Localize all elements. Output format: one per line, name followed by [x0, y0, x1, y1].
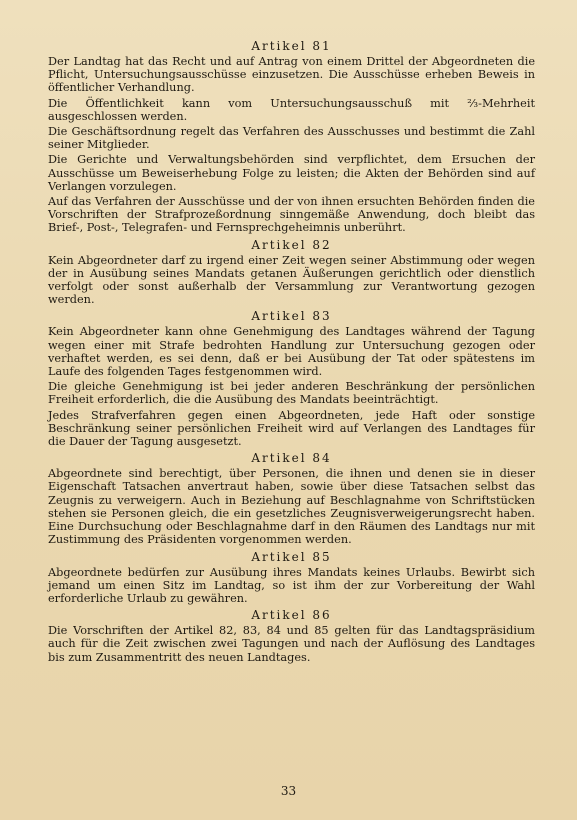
article-heading: Artikel 81: [251, 39, 332, 53]
paragraph: Der Landtag hat das Recht und auf Antrag von einem Drittel der Abgeordneten die Pflicht, Untersuchungsausschüsse einzusetzen. Die Ausschüsse erheben Beweis in öffentlicher Verhandlung.: [48, 55, 535, 95]
paragraph: Jedes Strafverfahren gegen einen Abgeordneten, jede Haft oder sonstige Beschränkung seiner persönlichen Freiheit wird auf Verlangen des Landtages für die Dauer der Tagung ausgesetzt.: [48, 408, 535, 449]
paragraph: Kein Abgeordneter kann ohne Genehmigung des Landtages während der Tagung wegen einer mit Strafe bedrohten Handlung zur Untersuchung gezogen oder verhaftet werden, es sei denn, daß er bei Ausübung der Tat oder spätestens im Laufe des folgenden Tages festgenommen wird.: [48, 325, 535, 379]
article-82: [48, 238, 535, 307]
article-81: [48, 39, 535, 235]
article-heading: Artikel 82: [251, 237, 332, 252]
paragraph: Die gleiche Genehmigung ist bei jeder anderen Beschränkung der persönlichen Freiheit erforderlich, die die Ausübung des Mandats beeinträchtigt.: [48, 380, 535, 407]
paragraph: Die Öffentlichkeit kann vom Untersuchungsausschuß mit ⅔-Mehrheit ausgeschlossen werden.: [48, 96, 535, 123]
paragraph: Die Geschäftsordnung regelt das Verfahren des Ausschusses und bestimmt die Zahl seiner Mitglieder.: [48, 125, 535, 152]
article-heading: Artikel 85: [251, 549, 332, 564]
paragraph: Abgeordnete bedürfen zur Ausübung ihres Mandats keines Urlaubs. Bewirbt sich jemand um einen Sitz im Landtag, so ist ihm der zur Vorbereitung der Wahl erforderliche Urlaub zu gewähren.: [48, 565, 535, 605]
page-number: 33: [280, 784, 297, 798]
paragraph: Abgeordnete sind berechtigt, über Personen, die ihnen und denen sie in dieser Eigenschaft Tatsachen anvertraut haben, sowie über diese Tatsachen selbst das Zeugnis zu verweigern. Auch in Beziehung auf Beschlagnahme von Schriftstücken stehen sie Personen gleich, die ein gesetzliches Zeugnisverweigerungsrecht haben. Eine Durchsuchung oder Beschlagnahme darf in den Räumen des Landtags nur mit Zustimmung des Präsidenten vorgenommen werden.: [48, 467, 535, 547]
article-heading: Artikel 84: [251, 451, 332, 466]
article-84: [48, 451, 535, 546]
article-83: [48, 309, 535, 448]
article-heading: Artikel 83: [251, 309, 332, 324]
paragraph: Auf das Verfahren der Ausschüsse und der von ihnen ersuchten Behörden finden die Vorschriften der Strafprozeßordnung sinngemäße Anwendung, doch bleibt das Brief-, Post-, Telegrafen- und Fernsprechgeheimnis unberührt.: [48, 195, 535, 235]
article-86: [48, 608, 535, 664]
paragraph: Die Vorschriften der Artikel 82, 83, 84 und 85 gelten für das Landtagspräsidium auch für die Zeit zwischen zwei Tagungen und nach der Auflösung des Landtages bis zum Zusammentritt des neuen Landtages.: [48, 624, 535, 664]
paragraph: Die Gerichte und Verwaltungsbehörden sind verpflichtet, dem Ersuchen der Ausschüsse um Beweiserhebung Folge zu leisten; die Akten der Behörden sind auf Verlangen vorzulegen.: [48, 153, 535, 193]
article-heading: Artikel 86: [251, 608, 332, 623]
paragraph: Kein Abgeordneter darf zu irgend einer Zeit wegen seiner Abstimmung oder wegen der in Ausübung seines Mandats getanen Äußerungen gerichtlich oder dienstlich verfolgt oder sonst außerhalb der Versammlung zur Verantwortung gezogen werden.: [48, 253, 535, 307]
article-85: [48, 550, 535, 606]
